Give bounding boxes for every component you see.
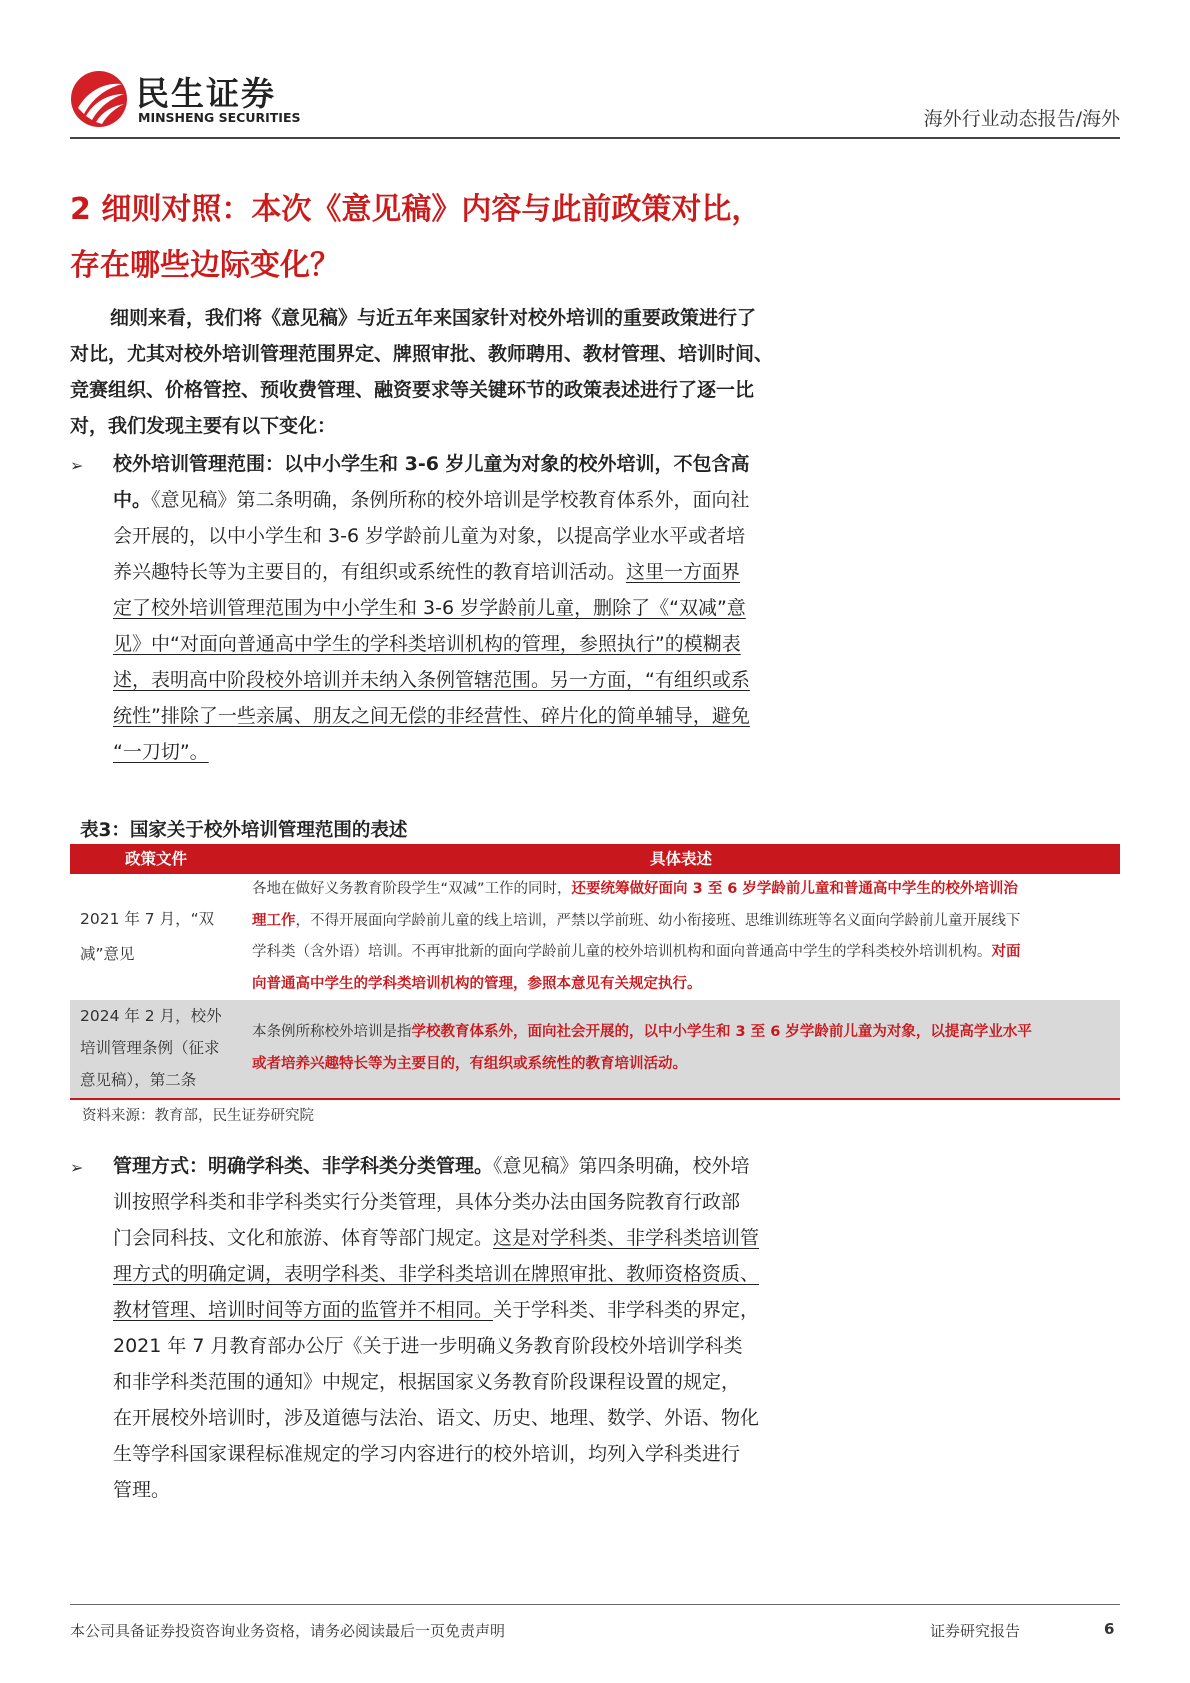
bullet1-line: 见》中“对面向普通高中学生的学科类培训机构的管理，参照执行”的模糊表 [113,633,741,655]
page-number: 6 [1104,1620,1115,1638]
bullet1-line: 校外培训管理范围：以中小学生和 3-6 岁儿童为对象的校外培训，不包含高 [113,453,750,475]
footer-disclaimer: 本公司具备证券投资咨询业务资格，请务必阅读最后一页免责声明 [70,1622,506,1640]
bullet2-line: 和非学科类范围的通知》中规定，根据国家义务教育阶段课程设置的规定， [113,1371,741,1393]
intro-line: 竞赛组织、价格管控、预收费管理、融资要求等关键环节的政策表述进行了逐一比 [70,379,755,401]
report-type-label: 海外行业动态报告/海外 [923,108,1120,130]
section-title-line2: 存在哪些边际变化？ [70,248,340,283]
bullet2-line: 理方式的明确定调，表明学科类、非学科类培训在牌照审批、教师资格资质、 [113,1263,760,1285]
section-title-line1: 2 细则对照：本次《意见稿》内容与此前政策对比， [70,192,762,227]
table-source: 资料来源：教育部，民生证券研究院 [82,1108,314,1124]
bullet2-line: 管理。 [113,1479,171,1501]
table-header-row [70,844,1120,874]
bullet2-line: 教材管理、培训时间等方面的监管并不相同。关于学科类、非学科类的界定， [113,1299,760,1321]
bullet1-line: 中。《意见稿》第二条明确，条例所称的校外培训是学校教育体系外，面向社 [113,489,750,511]
table-cell-description: 本条例所称校外培训是指学校教育体系外，面向社会开展的，以中小学生和 3 至 6 岁学龄前儿童为对象，以提高学业水平 或者培养兴趣特长等为主要目的，有组织或系统性的教育培训活动。 [252,1024,1032,1072]
footer-report-label: 证券研究报告 [930,1622,1021,1640]
bullet1-line: 会开展的，以中小学生和 3-6 岁学龄前儿童为对象，以提高学业水平或者培 [113,525,746,547]
bullet2-paragraph [113,1148,785,1508]
bullet1-paragraph [113,446,785,770]
bullet1-line: “一刀切”。 [113,741,209,763]
bullet2-line: 2021 年 7 月教育部办公厅《关于进一步明确义务教育阶段校外培训学科类 [113,1335,743,1357]
table-header-policy: 政策文件 [124,850,187,868]
bullet2-line: 在开展校外培训时，涉及道德与法治、语文、历史、地理、数学、外语、物化 [113,1407,760,1429]
table-cell-description: 各地在做好义务教育阶段学生“双减”工作的同时，还要统筹做好面向 3 至 6 岁学龄前儿童和普通高中学生的校外培训治 理工作，不得开展面向学龄前儿童的线上培训，严禁以学前班、幼小衔接班、思维训练班等名义面向学龄前儿童开展线下 学科类（含外语）培训。不再审批新的面向学龄前儿童的校外培训机构和面向普通高中学生的学科类校外培训机构。对面 向普通高中学生的学科类培训机构的管理，参照本意见有关规定执行。 [252,881,1021,992]
minsheng-logo-icon [70,70,128,128]
table-header-description: 具体表述 [649,850,712,868]
page-header [70,62,1120,138]
table-row [70,874,1120,1000]
table-title: 表3：国家关于校外培训管理范围的表述 [80,820,408,841]
footer-divider [70,1604,1120,1605]
logo-chinese-name: 民生证券 [136,74,276,113]
table-cell-policy: 2024 年 2 月，校外 培训管理条例（征求 意见稿），第二条 [80,1007,222,1089]
table-cell-policy: 2021 年 7 月，“双 减”意见 [80,910,215,963]
intro-line: 对，我们发现主要有以下变化： [70,415,337,437]
logo-english-name: MINSHENG SECURITIES [138,110,301,125]
bullet2-line: 门会同科技、文化和旅游、体育等部门规定。这是对学科类、非学科类培训管 [113,1227,760,1249]
bullet1-line: 述，表明高中阶段校外培训并未纳入条例管辖范围。另一方面，“有组织或系 [113,669,750,691]
bullet1-line: 统性”排除了一些亲属、朋友之间无偿的非经营性、碎片化的简单辅导，避免 [113,705,750,727]
bullet2-line: 管理方式：明确学科类、非学科类分类管理。《意见稿》第四条明确，校外培 [113,1155,750,1177]
table-row [70,1000,1120,1098]
bullet1-line: 定了校外培训管理范围为中小学生和 3-6 岁学龄前儿童，删除了《“双减”意 [113,597,746,619]
intro-line: 对比，尤其对校外培训管理范围界定、牌照审批、教师聘用、教材管理、培训时间、 [70,343,774,365]
intro-line: 细则来看，我们将《意见稿》与近五年来国家针对校外培训的重要政策进行了 [110,307,757,329]
bullet2-line: 生等学科国家课程标准规定的学习内容进行的校外培训，均列入学科类进行 [113,1443,741,1465]
bullet2-line: 训按照学科类和非学科类实行分类管理，具体分类办法由国务院教育行政部 [113,1191,741,1213]
intro-paragraph [70,300,784,444]
bullet1-line: 养兴趣特长等为主要目的，有组织或系统性的教育培训活动。这里一方面界 [113,561,741,583]
bullet-arrow-icon: ➢ [70,1158,84,1177]
table-bottom-border [70,1098,1120,1100]
header-divider [70,137,1120,139]
bullet-arrow-icon: ➢ [70,456,84,475]
